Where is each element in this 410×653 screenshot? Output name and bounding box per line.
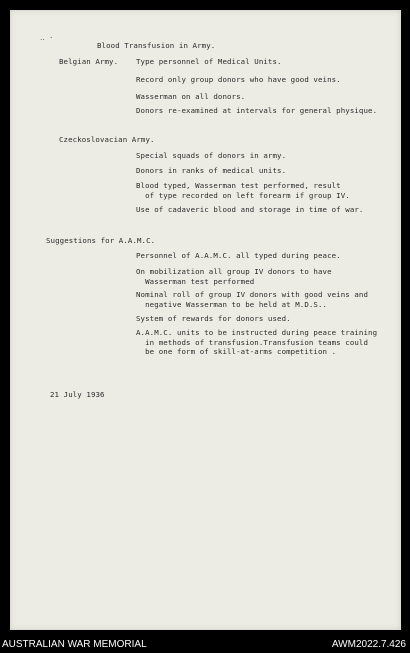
document-title: Blood Transfusion in Army. (97, 41, 216, 50)
list-item: Donors in ranks of medical units. (136, 166, 287, 175)
list-item: Type personnel of Medical Units. (136, 57, 282, 66)
footer-source: AUSTRALIAN WAR MEMORIAL (2, 639, 147, 650)
list-item: Record only group donors who have good veins. (136, 75, 341, 84)
list-item: On mobilization all group IV donors to have Wasserman test performed (136, 267, 332, 286)
list-item: Special squads of donors in army. (136, 151, 287, 160)
list-item: A.A.M.C. units to be instructed during peace training in methods of transfusion.Transfusion teams could be one form of skill-at-arms competition . (136, 328, 378, 356)
document-page (10, 10, 401, 630)
section-label-suggestions: Suggestions for A.A.M.C. (46, 236, 156, 245)
corner-marks: ‥ · (40, 34, 54, 42)
list-item: Use of cadaveric blood and storage in time of war. (136, 205, 364, 214)
footer-bar (0, 636, 410, 653)
section-label-belgian: Belgian Army. (59, 57, 119, 66)
list-item: Wasserman on all donors. (136, 92, 246, 101)
list-item: Nominal roll of group IV donors with good veins and negative Wasserman to be held at M.D.S.. (136, 290, 369, 309)
list-item: Personnel of A.A.M.C. all typed during peace. (136, 251, 341, 260)
list-item: Blood typed, Wasserman test performed, result of type recorded on left forearm if group IV. (136, 181, 350, 200)
list-item: System of rewards for donors used. (136, 314, 291, 323)
list-item: Donors re-examined at intervals for general physique. (136, 106, 378, 115)
document-date: 21 July 1936 (50, 390, 105, 399)
footer-accession-number: AWM2022.7.426 (331, 639, 406, 650)
section-label-czeckoslovacian: Czeckoslovacian Army. (59, 135, 155, 144)
